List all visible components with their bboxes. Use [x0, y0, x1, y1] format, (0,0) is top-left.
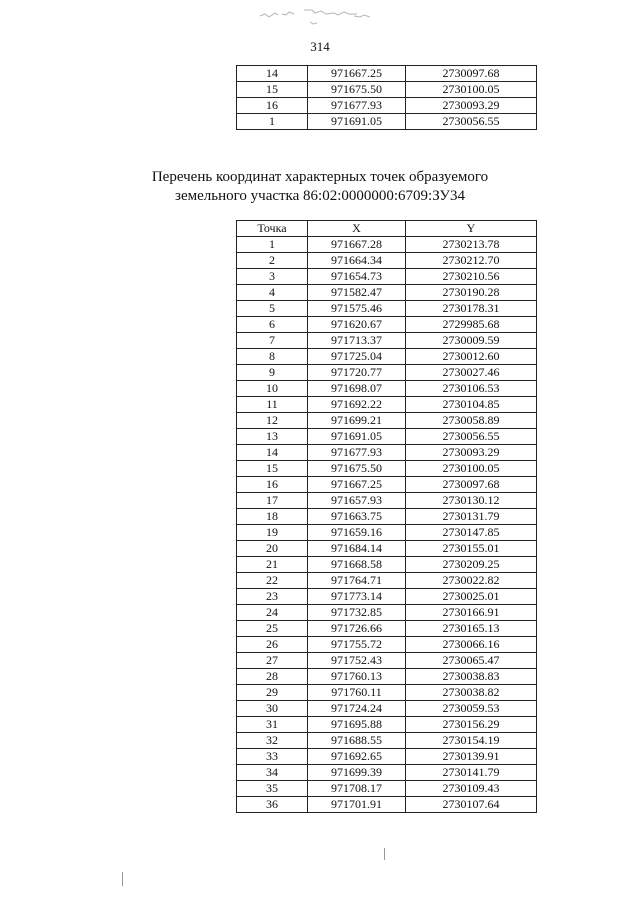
x-cell: 971755.72 [308, 637, 406, 653]
y-cell: 2730131.79 [406, 509, 537, 525]
point-cell: 7 [237, 333, 308, 349]
x-cell: 971684.14 [308, 541, 406, 557]
point-cell: 34 [237, 765, 308, 781]
point-cell: 18 [237, 509, 308, 525]
x-cell: 971677.93 [308, 445, 406, 461]
point-cell: 5 [237, 301, 308, 317]
table-row [237, 589, 537, 605]
y-cell: 2730178.31 [406, 301, 537, 317]
table-row [237, 445, 537, 461]
x-cell: 971675.50 [308, 461, 406, 477]
table-row [237, 573, 537, 589]
x-cell: 971726.66 [308, 621, 406, 637]
table-header [237, 221, 537, 237]
point-cell: 25 [237, 621, 308, 637]
x-cell: 971657.93 [308, 493, 406, 509]
table-row [237, 413, 537, 429]
x-cell: 971698.07 [308, 381, 406, 397]
point-cell: 10 [237, 381, 308, 397]
table-row [237, 621, 537, 637]
point-cell: 27 [237, 653, 308, 669]
column-header-y: Y [406, 221, 537, 237]
point-cell: 31 [237, 717, 308, 733]
point-cell: 13 [237, 429, 308, 445]
x-cell: 971691.05 [308, 429, 406, 445]
x-cell: 971760.13 [308, 669, 406, 685]
point-cell: 26 [237, 637, 308, 653]
x-cell: 971764.71 [308, 573, 406, 589]
point-cell: 21 [237, 557, 308, 573]
table-row [237, 781, 537, 797]
y-cell: 2730097.68 [406, 477, 537, 493]
table-row [237, 349, 537, 365]
y-cell: 2730038.82 [406, 685, 537, 701]
x-cell: 971720.77 [308, 365, 406, 381]
table-row [237, 557, 537, 573]
y-cell: 2730093.29 [406, 445, 537, 461]
y-cell: 2730022.82 [406, 573, 537, 589]
table-row [237, 653, 537, 669]
y-cell: 2730166.91 [406, 605, 537, 621]
point-cell: 19 [237, 525, 308, 541]
table-row [237, 333, 537, 349]
point-cell: 16 [237, 98, 308, 114]
y-cell: 2730056.55 [406, 429, 537, 445]
table-row [237, 82, 537, 98]
y-cell: 2730100.05 [406, 461, 537, 477]
y-cell: 2730066.16 [406, 637, 537, 653]
table-row [237, 765, 537, 781]
table-row [237, 509, 537, 525]
point-cell: 12 [237, 413, 308, 429]
table-row [237, 605, 537, 621]
point-cell: 20 [237, 541, 308, 557]
y-cell: 2730209.25 [406, 557, 537, 573]
x-cell: 971692.65 [308, 749, 406, 765]
x-cell: 971701.91 [308, 797, 406, 813]
table-row [237, 669, 537, 685]
point-cell: 15 [237, 82, 308, 98]
x-cell: 971620.67 [308, 317, 406, 333]
point-cell: 23 [237, 589, 308, 605]
y-cell: 2730104.85 [406, 397, 537, 413]
y-cell: 2730059.53 [406, 701, 537, 717]
point-cell: 9 [237, 365, 308, 381]
y-cell: 2730100.05 [406, 82, 537, 98]
x-cell: 971724.24 [308, 701, 406, 717]
x-cell: 971667.25 [308, 477, 406, 493]
x-cell: 971663.75 [308, 509, 406, 525]
section-heading-line-2: земельного участка 86:02:0000000:6709:ЗУ34 [175, 188, 465, 204]
table-row [237, 637, 537, 653]
scan-mark [384, 848, 385, 860]
header-row [237, 221, 537, 237]
y-cell: 2730009.59 [406, 333, 537, 349]
x-cell: 971688.55 [308, 733, 406, 749]
point-cell: 6 [237, 317, 308, 333]
y-cell: 2730165.13 [406, 621, 537, 637]
x-cell: 971692.22 [308, 397, 406, 413]
y-cell: 2730210.56 [406, 269, 537, 285]
point-cell: 32 [237, 733, 308, 749]
continuation-coordinates-table [236, 65, 537, 130]
x-cell: 971752.43 [308, 653, 406, 669]
section-heading-line-1: Перечень координат характерных точек образуемого [151, 169, 489, 185]
coordinates-table [236, 220, 537, 813]
y-cell: 2730154.19 [406, 733, 537, 749]
y-cell: 2730139.91 [406, 749, 537, 765]
y-cell: 2730147.85 [406, 525, 537, 541]
point-cell: 16 [237, 477, 308, 493]
x-cell: 971667.25 [308, 66, 406, 82]
x-cell: 971699.39 [308, 765, 406, 781]
y-cell: 2730058.89 [406, 413, 537, 429]
column-header-point: Точка [237, 221, 308, 237]
y-cell: 2730190.28 [406, 285, 537, 301]
point-cell: 22 [237, 573, 308, 589]
x-cell: 971668.58 [308, 557, 406, 573]
y-cell: 2730212.70 [406, 253, 537, 269]
point-cell: 24 [237, 605, 308, 621]
x-cell: 971760.11 [308, 685, 406, 701]
table-row [237, 429, 537, 445]
x-cell: 971708.17 [308, 781, 406, 797]
table-row [237, 317, 537, 333]
y-cell: 2730027.46 [406, 365, 537, 381]
table-row [237, 797, 537, 813]
y-cell: 2730141.79 [406, 765, 537, 781]
table-row [237, 253, 537, 269]
x-cell: 971773.14 [308, 589, 406, 605]
y-cell: 2730106.53 [406, 381, 537, 397]
point-cell: 36 [237, 797, 308, 813]
x-cell: 971695.88 [308, 717, 406, 733]
continuation-table-body [237, 66, 537, 130]
point-cell: 1 [237, 114, 308, 130]
point-cell: 35 [237, 781, 308, 797]
table-row [237, 461, 537, 477]
point-cell: 30 [237, 701, 308, 717]
scan-artifact [258, 4, 398, 30]
x-cell: 971664.34 [308, 253, 406, 269]
x-cell: 971659.16 [308, 525, 406, 541]
table-row [237, 114, 537, 130]
table-row [237, 733, 537, 749]
point-cell: 33 [237, 749, 308, 765]
table-row [237, 685, 537, 701]
page-number: 314 [310, 39, 330, 54]
y-cell: 2729985.68 [406, 317, 537, 333]
x-cell: 971699.21 [308, 413, 406, 429]
table-row [237, 541, 537, 557]
y-cell: 2730038.83 [406, 669, 537, 685]
y-cell: 2730093.29 [406, 98, 537, 114]
y-cell: 2730155.01 [406, 541, 537, 557]
coordinates-table-body [237, 237, 537, 813]
table-row [237, 397, 537, 413]
y-cell: 2730097.68 [406, 66, 537, 82]
y-cell: 2730109.43 [406, 781, 537, 797]
x-cell: 971691.05 [308, 114, 406, 130]
scan-mark [122, 872, 123, 886]
point-cell: 1 [237, 237, 308, 253]
x-cell: 971582.47 [308, 285, 406, 301]
point-cell: 4 [237, 285, 308, 301]
table-row [237, 381, 537, 397]
y-cell: 2730025.01 [406, 589, 537, 605]
table-row [237, 285, 537, 301]
table-row [237, 525, 537, 541]
x-cell: 971677.93 [308, 98, 406, 114]
point-cell: 15 [237, 461, 308, 477]
table-row [237, 701, 537, 717]
x-cell: 971575.46 [308, 301, 406, 317]
table-row [237, 301, 537, 317]
y-cell: 2730065.47 [406, 653, 537, 669]
point-cell: 11 [237, 397, 308, 413]
x-cell: 971675.50 [308, 82, 406, 98]
point-cell: 14 [237, 66, 308, 82]
x-cell: 971667.28 [308, 237, 406, 253]
table-row [237, 493, 537, 509]
point-cell: 8 [237, 349, 308, 365]
table-row [237, 269, 537, 285]
x-cell: 971732.85 [308, 605, 406, 621]
y-cell: 2730012.60 [406, 349, 537, 365]
point-cell: 17 [237, 493, 308, 509]
point-cell: 2 [237, 253, 308, 269]
y-cell: 2730156.29 [406, 717, 537, 733]
y-cell: 2730213.78 [406, 237, 537, 253]
y-cell: 2730056.55 [406, 114, 537, 130]
x-cell: 971654.73 [308, 269, 406, 285]
x-cell: 971713.37 [308, 333, 406, 349]
table-row [237, 66, 537, 82]
table-row [237, 98, 537, 114]
point-cell: 28 [237, 669, 308, 685]
table-row [237, 477, 537, 493]
table-row [237, 717, 537, 733]
y-cell: 2730130.12 [406, 493, 537, 509]
table-row [237, 749, 537, 765]
point-cell: 14 [237, 445, 308, 461]
point-cell: 29 [237, 685, 308, 701]
table-row [237, 237, 537, 253]
table-row [237, 365, 537, 381]
y-cell: 2730107.64 [406, 797, 537, 813]
point-cell: 3 [237, 269, 308, 285]
x-cell: 971725.04 [308, 349, 406, 365]
column-header-x: X [308, 221, 406, 237]
